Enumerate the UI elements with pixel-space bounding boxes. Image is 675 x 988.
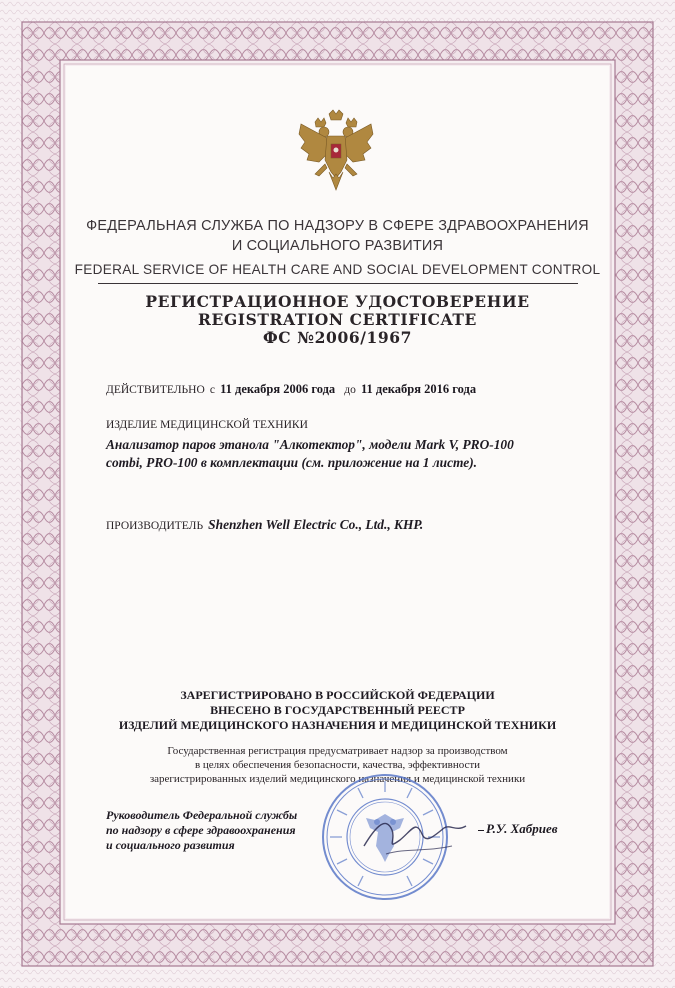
registration-note2: в целях обеспечения безопасности, качества, эффективности [194,759,481,771]
header-divider [98,283,578,284]
coat-of-arms-icon [295,108,377,194]
certificate-title-ru: РЕГИСТРАЦИОННОЕ УДОСТОВЕРЕНИЕ [145,292,530,311]
product-line2: combi, PRO-100 в комплектации (см. приложение на 1 листе). [106,455,478,470]
registration-line1: ЗАРЕГИСТРИРОВАНО В РОССИЙСКОЙ ФЕДЕРАЦИИ [180,688,495,702]
signatory-title-line3: и социального развития [106,838,235,852]
product-label: ИЗДЕЛИЕ МЕДИЦИНСКОЙ ТЕХНИКИ [106,419,308,431]
registration-note3: зарегистрированных изделий медицинского назначения и медицинской техники [149,773,526,785]
agency-name-ru-line1: ФЕДЕРАЛЬНАЯ СЛУЖБА ПО НАДЗОРУ В СФЕРЕ ЗДРАВООХРАНЕНИЯ [86,218,589,234]
validity-to-date: 11 декабря 2016 года [360,382,477,396]
validity-from-date: 11 декабря 2006 года [220,382,336,396]
validity-line [106,378,476,397]
handwritten-signature [356,806,476,866]
validity-from-word: с [209,384,215,396]
validity-label: ДЕЙСТВИТЕЛЬНО [106,384,205,396]
registration-note1: Государственная регистрация предусматривает надзор за производством [167,745,508,757]
signature-line [478,830,484,831]
manufacturer-name: Shenzhen Well Electric Co., Ltd., KHP. [208,517,424,532]
signatory-name: Р.У. Хабриев [486,821,558,836]
agency-name-en: FEDERAL SERVICE OF HEALTH CARE AND SOCIAL DEVELOPMENT CONTROL [74,262,601,277]
validity-to-word: до [344,384,356,396]
manufacturer-label: ПРОИЗВОДИТЕЛЬ [106,520,204,532]
certificate-number: ФС №2006/1967 [262,328,413,347]
certificate-title-en: REGISTRATION CERTIFICATE [198,310,477,329]
registration-line2: ВНЕСЕНО В ГОСУДАРСТВЕННЫЙ РЕЕСТР [210,703,465,717]
product-line1: Анализатор паров этанола "Алкотектор", модели Mark V, PRO-100 [106,437,514,452]
signatory-title-line2: по надзору в сфере здравоохранения [106,823,296,837]
manufacturer-line [106,514,423,534]
agency-name-ru-line2: И СОЦИАЛЬНОГО РАЗВИТИЯ [231,238,444,254]
registration-line3: ИЗДЕЛИЙ МЕДИЦИНСКОГО НАЗНАЧЕНИЯ И МЕДИЦИНСКОЙ ТЕХНИКИ [118,718,557,732]
signatory-title-line1: Руководитель Федеральной службы [106,808,298,822]
